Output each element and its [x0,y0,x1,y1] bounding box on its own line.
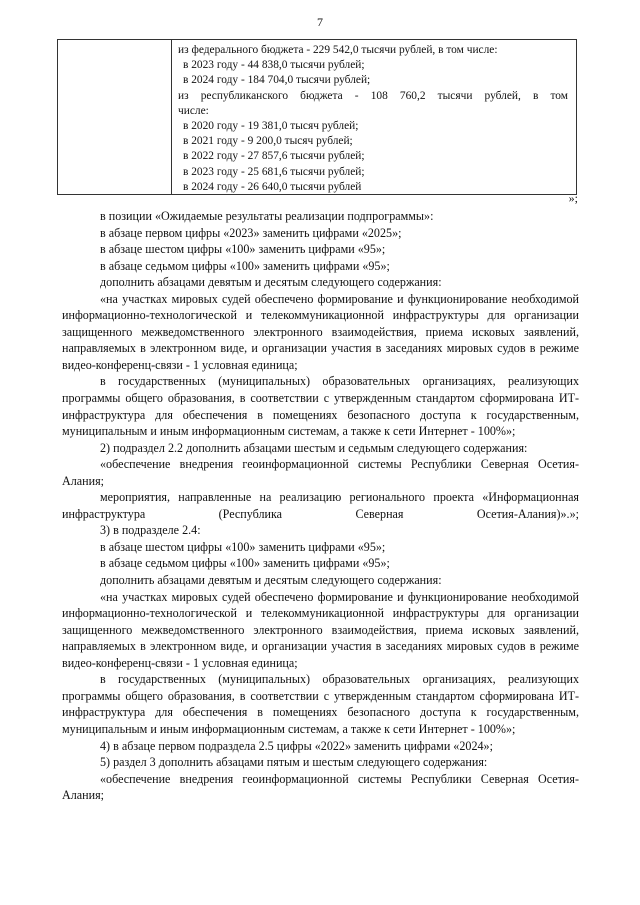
paragraph: «обеспечение внедрения геоинформационной системы Республики Северная Осетия-Алания; [62,771,579,803]
budget-table [57,39,577,195]
paragraph: в абзаце шестом цифры «100» заменить цифрами «95»; [100,539,386,554]
table-line: из федерального бюджета - 229 542,0 тысячи рублей, в том числе: [178,44,498,56]
table-line: в 2022 году - 27 857,6 тысячи рублей; [183,150,365,163]
table-line: из республиканского бюджета - 108 760,2 тысячи рублей, в том [178,89,568,102]
paragraph: 4) в абзаце первом подраздела 2.5 цифры «2022» заменить цифрами «2024»; [100,738,493,753]
paragraph: в позиции «Ожидаемые результаты реализации подпрограммы»: [100,209,434,223]
table-line: в 2023 году - 44 838,0 тысячи рублей; [183,59,365,72]
paragraph: «на участках мировых судей обеспечено формирование и функционирование необходимой информационно-технологической и телекоммуникационной инфраструктуры для организации защищенного межведомственного электронного взаимодействия, приема исковых заявлений, направляемых в электронном виде, и организации участия в заседаниях мировых судов в режиме видео-конференц-связи - 1 условная единица; [62,291,579,372]
document-body [62,208,579,804]
paragraph: в абзаце седьмом цифры «100» заменить цифрами «95»; [100,258,390,273]
table-line: в 2024 году - 26 640,0 тысячи рублей [183,180,362,193]
table-line: в 2023 году - 25 681,6 тысячи рублей; [183,165,365,178]
table-cell-funding [178,43,568,195]
paragraph: в государственных (муниципальных) образовательных организациях, реализующих программы общего образования, в соответствии с утвержденным стандартом сформирована ИТ-инфраструктура для обеспечения в помещениях безопасного доступа к государственным, муниципальным и иным информационным системам, а также к сети Интернет - 100%»; [62,672,579,736]
paragraph: «обеспечение внедрения геоинформационной системы Республики Северная Осетия-Алания; [62,457,579,488]
paragraph: в абзаце первом цифры «2023» заменить цифрами «2025»; [100,225,402,240]
table-column-divider [171,40,172,194]
table-line: в 2021 году - 9 200,0 тысяч рублей; [183,135,353,148]
paragraph: в абзаце шестом цифры «100» заменить цифрами «95»; [100,242,386,257]
table-line: числе: [178,104,209,117]
paragraph: дополнить абзацами девятым и десятым следующего содержания: [100,573,442,588]
paragraph-text: 2) подраздел 2.2 дополнить абзацами шестым и седьмым следующего содержания: [100,440,528,455]
paragraph: 3) в подразделе 2.4: [100,523,201,538]
paragraph: дополнить абзацами девятым и десятым следующего содержания: [100,275,442,290]
table-closing-quote: »; [568,191,578,205]
paragraph: «на участках мировых судей обеспечено формирование и функционирование необходимой информационно-технологической и телекоммуникационной инфраструктуры для организации защищенного межведомственного электронного взаимодействия, приема исковых заявлений, направляемых в электронном виде, и организации участия в заседаниях мировых судов в режиме видео-конференц-связи - 1 условная единица; [62,589,579,670]
table-line: в 2024 году - 184 704,0 тысячи рублей; [183,74,371,87]
paragraph: в абзаце седьмом цифры «100» заменить цифрами «95»; [100,556,390,571]
paragraph: мероприятия, направленные на реализацию регионального проекта «Информационная инфраструктура (Республика Северная Осетия-Алания)».»; [62,490,579,521]
paragraph: 5) раздел 3 дополнить абзацами пятым и шестым следующего содержания: [100,755,488,770]
paragraph [62,440,579,457]
table-line: в 2020 году - 19 381,0 тысяч рублей; [183,120,359,133]
paragraph: в государственных (муниципальных) образовательных организациях, реализующих программы общего образования, в соответствии с утвержденным стандартом сформирована ИТ-инфраструктура для обеспечения в помещениях безопасного доступа к государственным, муниципальным и иным информационным системам, а также к сети Интернет - 100%»; [62,374,579,439]
page-number: 7 [317,15,323,29]
